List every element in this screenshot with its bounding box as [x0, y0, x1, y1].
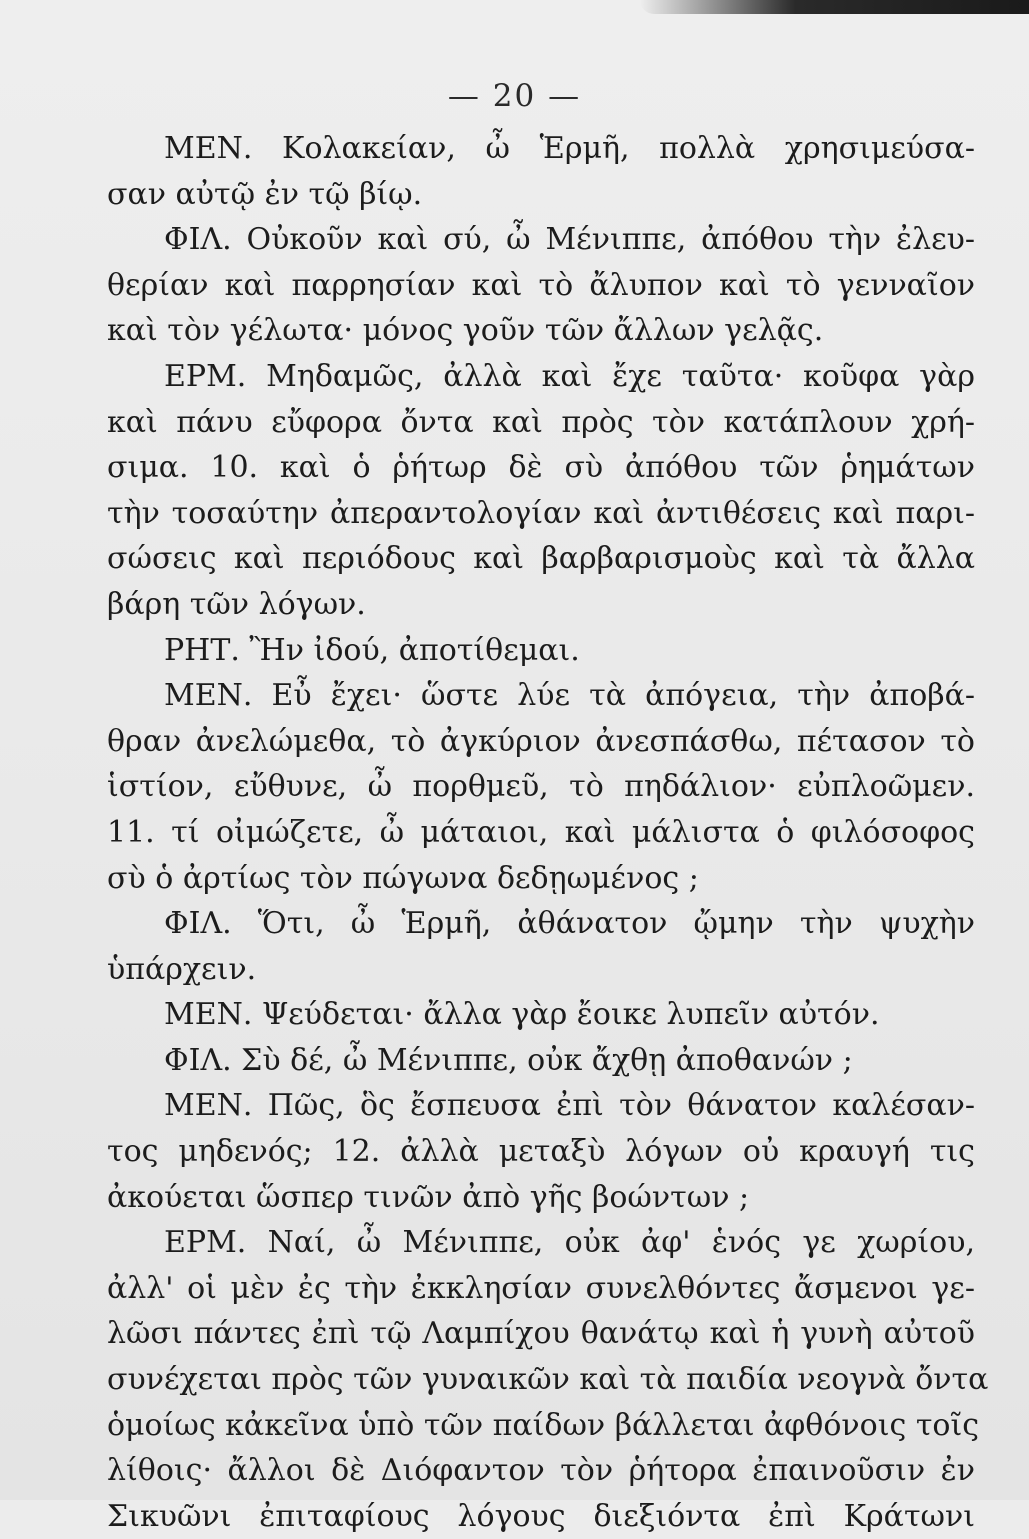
page-edge-shadow: [640, 0, 1029, 14]
page-number: — 20 —: [447, 78, 582, 114]
text-line: ΜΕΝ. Εὖ ἔχει· ὥστε λύε τὰ ἀπόγεια, τὴν ἀποβά-: [164, 678, 975, 714]
text-line: λῶσι πάντες ἐπὶ τῷ Λαμπίχου θανάτῳ καὶ ἡ γυνὴ αὐτοῦ: [107, 1316, 975, 1352]
text-line: ΡΗΤ. Ἢν ἰδού, ἀποτίθεμαι.: [164, 632, 580, 668]
text-line: τὴν τοσαύτην ἀπεραντολογίαν καὶ ἀντιθέσεις καὶ παρι-: [107, 495, 975, 531]
text-line: τος μηδενός; 12. ἀλλὰ μεταξὺ λόγων οὐ κραυγή τις: [107, 1134, 975, 1170]
text-line: ἱστίον, εὔθυνε, ὦ πορθμεῦ, τὸ πηδάλιον· εὐπλοῶμεν.: [107, 769, 975, 805]
text-line: ὁμοίως κἀκεῖνα ὑπὸ τῶν παίδων βάλλεται ἀφθόνοις τοῖς: [107, 1407, 980, 1443]
text-line: ΜΕΝ. Πῶς, ὃς ἔσπευσα ἐπὶ τὸν θάνατον καλέσαν-: [164, 1088, 975, 1124]
text-line: ἀκούεται ὥσπερ τινῶν ἀπὸ γῆς βοώντων ;: [107, 1179, 750, 1215]
text-line: βάρη τῶν λόγων.: [107, 586, 366, 622]
text-line: σὺ ὁ ἀρτίως τὸν πώγωνα δεδῃωμένος ;: [107, 860, 699, 896]
text-line: ΜΕΝ. Κολακείαν, ὦ Ἑρμῆ, πολλὰ χρησιμεύσα-: [164, 131, 975, 166]
text-line: θραν ἀνελώμεθα, τὸ ἀγκύριον ἀνεσπάσθω, πέτασον τὸ: [107, 723, 975, 759]
text-line: λίθοις· ἄλλοι δὲ Διόφαντον τὸν ῥήτορα ἐπαινοῦσιν ἐν: [107, 1453, 975, 1489]
text-line: ΦΙΛ. Ὅτι, ὦ Ἑρμῆ, ἀθάνατον ᾤμην τὴν ψυχὴν: [164, 906, 975, 942]
text-line: ΦΙΛ. Σὺ δέ, ὦ Μένιππε, οὐκ ἄχθῃ ἀποθανών ;: [164, 1042, 853, 1078]
body-text: [107, 126, 989, 1539]
text-line: θερίαν καὶ παρρησίαν καὶ τὸ ἄλυπον καὶ τὸ γενναῖον: [107, 267, 975, 303]
text-line: συνέχεται πρὸς τῶν γυναικῶν καὶ τὰ παιδία νεογνὰ ὄντα: [107, 1362, 989, 1398]
text-line: ὑπάρχειν.: [107, 951, 257, 987]
text-line: ΦΙΛ. Οὐκοῦν καὶ σύ, ὦ Μένιππε, ἀπόθου τὴν ἐλευ-: [164, 222, 975, 258]
text-line: σιμα. 10. καὶ ὁ ῥήτωρ δὲ σὺ ἀπόθου τῶν ῥημάτων: [107, 450, 975, 486]
text-line: καὶ πάνυ εὔφορα ὄντα καὶ πρὸς τὸν κατάπλουν χρή-: [107, 404, 975, 440]
text-line: σώσεις καὶ περιόδους καὶ βαρβαρισμοὺς καὶ τὰ ἄλλα: [107, 541, 975, 577]
text-line: 11. τί οἰμώζετε, ὦ μάταιοι, καὶ μάλιστα ὁ φιλόσοφος: [107, 814, 975, 850]
text-line: σαν αὐτῷ ἐν τῷ βίῳ.: [107, 176, 423, 212]
text-line: ΜΕΝ. Ψεύδεται· ἄλλα γὰρ ἔοικε λυπεῖν αὐτόν.: [164, 997, 880, 1033]
text-line: ΕΡΜ. Μηδαμῶς, ἀλλὰ καὶ ἔχε ταῦτα· κοῦφα γὰρ: [164, 358, 975, 394]
text-line: ἀλλ' οἱ μὲν ἐς τὴν ἐκκλησίαν συνελθόντες ἄσμενοι γε-: [107, 1270, 975, 1306]
text-line: ΕΡΜ. Ναί, ὦ Μένιππε, οὐκ ἀφ' ἑνός γε χωρίου,: [164, 1225, 975, 1261]
text-line: καὶ τὸν γέλωτα· μόνος γοῦν τῶν ἄλλων γελᾷς.: [107, 313, 824, 349]
text-line: Σικυῶνι ἐπιταφίους λόγους διεξιόντα ἐπὶ Κράτωνι: [107, 1498, 975, 1534]
